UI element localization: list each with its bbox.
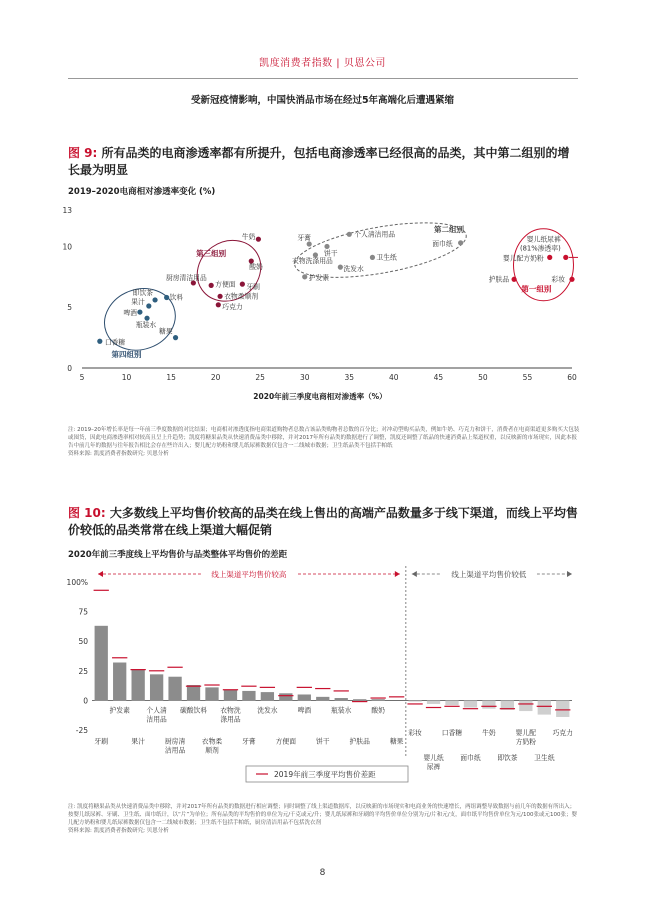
scatter-point-label: 方便面 [215,280,236,289]
bar-category-label: 彩妆 [408,729,422,737]
scatter-x-tick: 10 [121,373,132,382]
bar-category-label: 碳酸饮料 [179,706,208,715]
bar-category-label: 牛奶 [482,729,496,737]
scatter-point-label: 衣物柔顺剂 [224,292,259,301]
scatter-point-label: 饼干 [324,249,338,258]
bar-category-label: 糖果 [389,737,404,746]
bar [150,674,163,700]
scatter-point [256,237,261,242]
scatter-point-label: 瓶装水 [135,321,157,330]
scatter-point-labels [105,229,565,346]
bar-category-label: 洁用品 [164,746,186,755]
bar-legend [246,766,408,782]
scatter-point-label: 果汁 [131,298,145,307]
figure9-note-text: 注: 2019–20年增长率是每一年前三季度数据的对比结果；电商相对渗透度指电商渠道购物者总数占该品类购物者总数的百分比；对冲动型购买品类，例如牛奶、巧克力和饼干，消费者在电商渠道更多购买大包装或囤货，因此电商渗透率相对较高且呈上升趋势；凯度将糖果品类从快速消费品类中移除，并对2017年所有品类的数据进行了调整，凯度还调整了纸品的快速消费品上渠道权重，以反映新的市场现实，因此本报告中前几年的数据与往年报告相比会存在些许出入；婴儿配方奶粉和婴儿纸尿裤数据仅包含一二线城市数据；卫生纸品类不包括手帕纸 [68,427,580,449]
scatter-point [569,277,574,282]
scatter-point-label: 巧克力 [222,302,243,311]
bar [168,677,181,701]
bar-category-label: 护肤品 [349,737,370,746]
bar [335,698,348,700]
bar-y-tick: -25 [75,726,88,735]
scatter-point-label: 面巾纸 [432,239,453,248]
figure10-title-text: 大多数线上平均售价较高的品类在线上售出的高端产品数量多于线下渠道，而线上平均售价较低的品类常常在线上渠道大幅促销 [68,506,578,537]
scatter-x-tick: 25 [255,373,265,382]
scatter-x-tick: 5 [79,373,85,382]
bar-category-label: 卫生纸 [534,754,555,762]
page-number: 8 [319,868,326,878]
bar-category-label: 顺剂 [205,746,219,755]
bar-category-label: 涤用品 [220,715,241,724]
scatter-x-tick: 20 [210,373,221,382]
bar [519,700,532,711]
bar-category-label: 啤酒 [297,706,312,715]
region-arrow-right [395,571,400,577]
figure10-title [68,505,580,539]
bar-category-label: 婴儿纸 [423,754,444,762]
scatter-point [458,240,463,245]
bar-category-label: 巧克力 [552,729,573,737]
figure10-number: 图 10: [68,506,106,520]
bar-category-label: 方奶粉 [515,738,537,746]
scatter-point-label: (81%渗透率) [519,244,561,253]
bar [187,685,200,700]
scatter-point-label: 牙膏 [297,234,311,243]
bar-series-2020 [95,626,570,717]
bar-category-label: 果汁 [131,737,145,746]
scatter-point-label: 个人清洁用品 [354,230,396,239]
scatter-point [173,335,178,340]
bar [242,691,255,700]
scatter-point-label: 啤酒 [123,309,137,318]
bar [316,697,329,701]
scatter-point-label: 牙刷 [246,283,260,292]
scatter-point-label: 婴儿配方奶粉 [502,254,544,263]
scatter-point [209,283,214,288]
bar [390,700,403,701]
bar [538,700,551,714]
scatter-point [152,297,157,302]
bar-category-label: 即饮茶 [497,754,518,762]
scatter-point [563,255,568,260]
scatter-x-tick: 60 [567,373,577,382]
scatter-point [217,294,222,299]
bar-y-tick: 75 [78,607,88,617]
bar-category-label: 酸奶 [371,706,385,715]
scatter-point-label: 卫生纸 [376,253,397,262]
figure9-source: 资料来源: 凯度消费者指数研究; 贝恩分析 [68,451,169,457]
scatter-x-tick: 55 [522,373,533,382]
page-subtitle: 受新冠疫情影响，中国快消品市场在经过5年高端化后遭遇紧缩 [190,95,455,106]
bar [445,700,458,705]
scatter-group-label: 第三组别 [196,249,227,259]
scatter-x-axis-label: 2020年前三季度电商相对渗透率（%） [253,392,387,401]
bar [279,693,292,700]
bar-category-label: 护发素 [109,706,130,715]
bar-category-label: 面巾纸 [460,754,481,762]
scatter-point [97,339,102,344]
scatter-point [164,295,169,300]
scatter-point-label: 彩妆 [551,275,565,284]
figure9-scatter-chart [0,0,645,420]
bar [353,699,366,700]
bar [408,700,421,701]
bar-y-tick: 0 [83,696,88,706]
figure9-note [68,426,580,458]
bar [427,700,440,704]
scatter-group-ellipses [96,212,574,360]
bar-category-label: 洁用品 [146,715,167,724]
scatter-y-tick: 10 [62,242,72,252]
scatter-point-label: 洗发水 [343,265,364,274]
scatter-x-tick: 45 [433,373,444,382]
scatter-point [370,255,375,260]
bar-category-label: 衣物柔 [201,737,223,746]
scatter-point-label: 即饮茶 [132,288,154,297]
scatter-group-label: 第四组别 [111,350,142,360]
bar [95,626,108,701]
bar-category-label: 婴儿配 [515,729,537,737]
scatter-y-tick: 13 [62,206,72,215]
scatter-point [338,265,343,270]
bar-y-tick: 50 [78,637,88,647]
figure10-note-text: 注: 凯度将糖果品类从快速消费品类中移除，并对2017年所有品类的数据进行相应调整；同时调整了线上渠道数据库，以反映新的市场现实和电商业务的快速增长，两组调整导致数据与前几年的数据有所出入；按婴儿纸尿裤、牙刷、卫生纸、面巾纸计，以“片”为单位；所有品类的平均售价的单位为元/千克或元/升；婴儿纸尿裤和牙刷的平均售价单位分别为元/片和元/支，面巾纸平均售价单位为元/100张或元100张；婴儿配方奶粉和婴儿纸尿裤数据仅包含一二线城市数据；卫生纸不包括手帕纸，厨房清洁用品不包括洗衣剂 [68,804,577,826]
scatter-point-label: 婴儿纸尿裤 [526,235,561,244]
scatter-x-tick: 35 [344,373,355,382]
scatter-group-label: 第二组别 [434,224,465,234]
bar-category-label: 尿裤 [426,763,441,771]
bar-y-tick: 25 [78,666,88,676]
figure10-chart-label: 2020年前三季度线上平均售价与品类整体平均售价的差距 [68,550,288,560]
bar [261,692,274,700]
scatter-point [324,244,329,249]
scatter-x-tick: 15 [166,373,176,382]
region-arrow-left [98,571,103,577]
scatter-point [144,316,149,321]
scatter-point [216,302,221,307]
scatter-point [240,282,245,287]
bar [132,670,145,701]
scatter-point [137,309,142,314]
bar-category-label: 个人清 [146,706,167,715]
scatter-point [347,232,352,237]
figure9-title-text: 所有品类的电商渗透率都有所提升，包括电商渗透率已经很高的品类，其中第二组别的增长最为明显 [68,146,570,177]
bar-y-tick: 100% [66,578,88,587]
bar-category-label: 瓶装水 [331,706,352,715]
bar [482,700,495,708]
bar-category-label: 饼干 [315,737,330,746]
scatter-x-tick: 40 [389,373,399,382]
bar-series-2019-markers [94,590,571,710]
scatter-point [302,274,307,279]
scatter-point-label: 厨房清洁用品 [165,273,207,282]
scatter-point [307,241,312,246]
bar [556,700,569,717]
scatter-point-label: 饮料 [169,293,184,302]
scatter-group-label: 第一组别 [521,284,552,294]
scatter-point-label: 口香糖 [104,338,126,347]
bar [113,663,126,701]
bar-category-label: 厨房清 [164,737,186,746]
bar [372,699,385,700]
bar-region-annotations [98,566,572,758]
bar-category-label: 口香糖 [441,729,463,737]
scatter-y-tick: 5 [67,303,72,313]
scatter-point-label: 糖果 [158,327,173,336]
bar-category-label: 衣物洗 [220,706,241,715]
scatter-point [511,277,516,282]
bar-category-label: 洗发水 [257,706,278,715]
bar-axes [67,578,572,735]
figure10-bar-chart [0,560,645,790]
scatter-point [146,303,151,308]
bar-category-label: 方便面 [275,737,297,746]
region-arrow-left [412,571,417,577]
figure9-number: 图 9: [68,146,98,160]
region-lower-label: 线上渠道平均售价较低 [451,570,527,579]
scatter-y-tick: 0 [67,364,72,373]
region-arrow-right [567,571,572,577]
figure9-chart-label: 2019–2020电商相对渗透率变化 (%) [68,187,216,197]
bar [298,694,311,700]
bar-category-label: 牙膏 [242,737,256,746]
scatter-x-tick: 30 [299,373,310,382]
figure10-source: 资料来源: 凯度消费者指数研究; 贝恩分析 [68,828,169,834]
scatter-point-label: 护发素 [308,273,330,282]
scatter-point-label: 酸奶 [249,263,263,272]
scatter-point-label: 牛奶 [241,233,256,242]
scatter-x-tick: 50 [478,373,488,382]
figure10-note [68,803,580,835]
bar-category-label: 牙刷 [94,737,109,746]
bar [464,700,477,707]
bar [224,690,237,701]
scatter-point [547,255,552,260]
page-header: 凯度消费者指数 | 贝恩公司 [259,58,386,69]
bar-category-labels [94,705,573,771]
scatter-point-label: 护肤品 [488,275,510,284]
region-higher-label: 线上渠道平均售价较高 [211,570,287,579]
legend-label: 2019年前三季度平均售价差距 [274,770,376,779]
bar [205,687,218,700]
scatter-point-label: 衣物洗涤用品 [292,256,333,265]
